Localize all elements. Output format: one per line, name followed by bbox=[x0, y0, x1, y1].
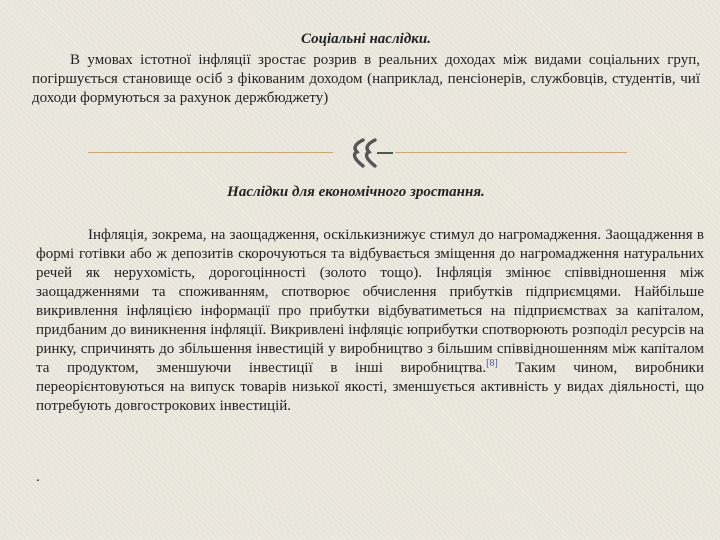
divider-line-left bbox=[88, 152, 333, 153]
footnote-reference-link[interactable]: [8] bbox=[486, 358, 498, 369]
footer-dot: . bbox=[36, 469, 40, 485]
divider-line-right bbox=[395, 152, 627, 153]
section1-title: Соціальні наслідки. bbox=[301, 31, 431, 47]
section2-paragraph bbox=[36, 226, 704, 416]
curly-double-chevron-icon bbox=[337, 136, 393, 170]
section2-text-part2: Таким чином, виробники переорієнтовуються на випуск товарів низької якості, зменшується активність у видах діяльності, що потребують довгострокових інвестицій. bbox=[36, 360, 704, 414]
section1-paragraph: В умовах істотної інфляції зростає розрив в реальних доходах між видами соціальних груп, погіршується становище осіб з фікованим доходом (наприклад, пенсіонерів, службовців, студентів, чиї доходи формуються за рахунок держбюджету) bbox=[32, 52, 700, 106]
section2-text-part1: Інфляція, зокрема, на заощадження, оскількизнижує стимул до нагромадження. Заощадження в формі готівки або ж депозитів скорочуються та відбувається зміщення до нагромадження натуральних речей як нерухомість, дорогоцінності (золото тощо). Інфляція змінює співвідношення між заощадженнями та споживанням, спотворює обчислення прибутків підприємцями. Найбільше викривлення інфляцією інформації про прибутки відбуватиметься на підприємствах за капіталом, придбаним до виникнення інфляції. Викривлені інфляціє юприбутки спотворюють розподіл ресурсів на ринку, спричинять до збільшення інвестицій у виробництво з більшим співвідношенням між капіталом та продуктом, зменшуючи інвестиції в інші виробництва. bbox=[36, 227, 704, 376]
section2-title: Наслідки для економічного зростання. bbox=[227, 184, 485, 200]
